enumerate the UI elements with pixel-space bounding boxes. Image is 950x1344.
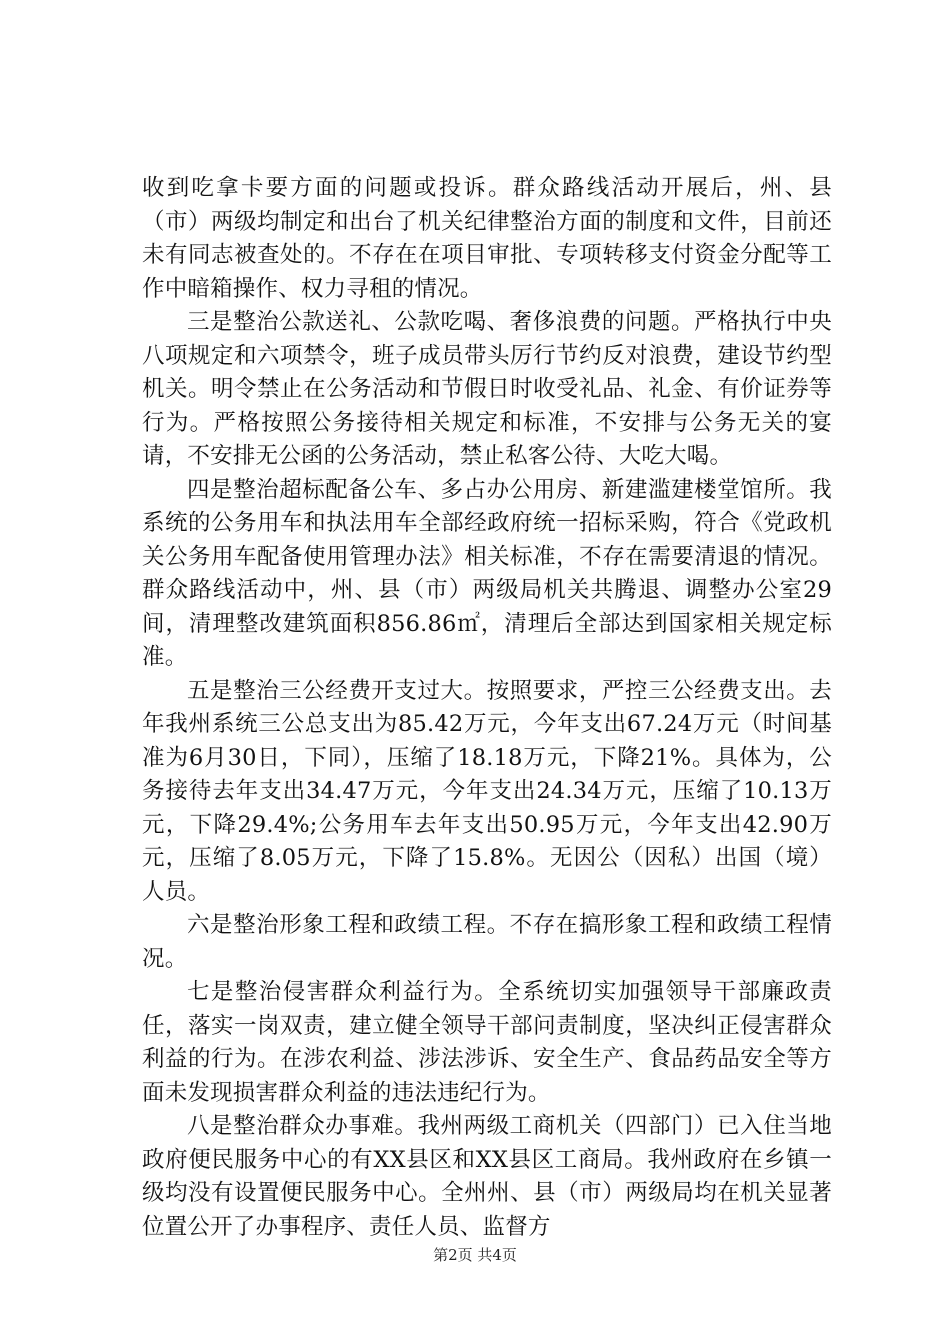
paragraph-continuation: 收到吃拿卡要方面的问题或投诉。群众路线活动开展后，州、县（市）两级均制定和出台了机关纪律整治方面的制度和文件，目前还未有同志被查处的。不存在在项目审批、专项转移支付资金分配等工作中暗箱操作、权力寻租的情况。: [142, 175, 832, 302]
paragraph-point-six: 六是整治形象工程和政绩工程。不存在搞形象工程和政绩工程情况。: [142, 912, 832, 972]
page-number-footer: 第2页 共4页: [433, 1246, 517, 1264]
paragraph-point-seven: 七是整治侵害群众利益行为。全系统切实加强领导干部廉政责任，落实一岗双责，建立健全领导干部问责制度，坚决纠正侵害群众利益的行为。在涉农利益、涉法涉诉、安全生产、食品药品安全等方面未发现损害群众利益的违法违纪行为。: [142, 979, 832, 1106]
paragraph-point-eight: 八是整治群众办事难。我州两级工商机关（四部门）已入住当地政府便民服务中心的有XX县区和XX县区工商局。我州政府在乡镇一级均没有设置便民服务中心。全州州、县（市）两级局均在机关显著位置公开了办事程序、责任人员、监督方: [142, 1113, 832, 1240]
paragraph-point-five: 五是整治三公经费开支过大。按照要求，严控三公经费支出。去年我州系统三公总支出为85.42万元，今年支出67.24万元（时间基准为6月30日，下同），压缩了18.18万元，下降21%。具体为，公务接待去年支出34.47万元，今年支出24.34万元，压缩了10.13万元，下降29.4%;公务用车去年支出50.95万元，今年支出42.90万元，压缩了8.05万元，下降了15.8%。无因公（因私）出国（境）人员。: [142, 677, 832, 905]
paragraph-point-three: 三是整治公款送礼、公款吃喝、奢侈浪费的问题。严格执行中央八项规定和六项禁令，班子成员带头厉行节约反对浪费，建设节约型机关。明令禁止在公务活动和节假日时收受礼品、礼金、有价证券等行为。严格按照公务接待相关规定和标准，不安排与公务无关的宴请，不安排无公函的公务活动，禁止私客公待、大吃大喝。: [142, 309, 832, 469]
paragraph-point-four: 四是整治超标配备公车、多占办公用房、新建滥建楼堂馆所。我系统的公务用车和执法用车全部经政府统一招标采购，符合《党政机关公务用车配备使用管理办法》相关标准，不存在需要清退的情况。群众路线活动中，州、县（市）两级局机关共腾退、调整办公室29间，清理整改建筑面积856.86㎡，清理后全部达到国家相关规定标准。: [142, 476, 832, 670]
document-body: [142, 172, 832, 1244]
